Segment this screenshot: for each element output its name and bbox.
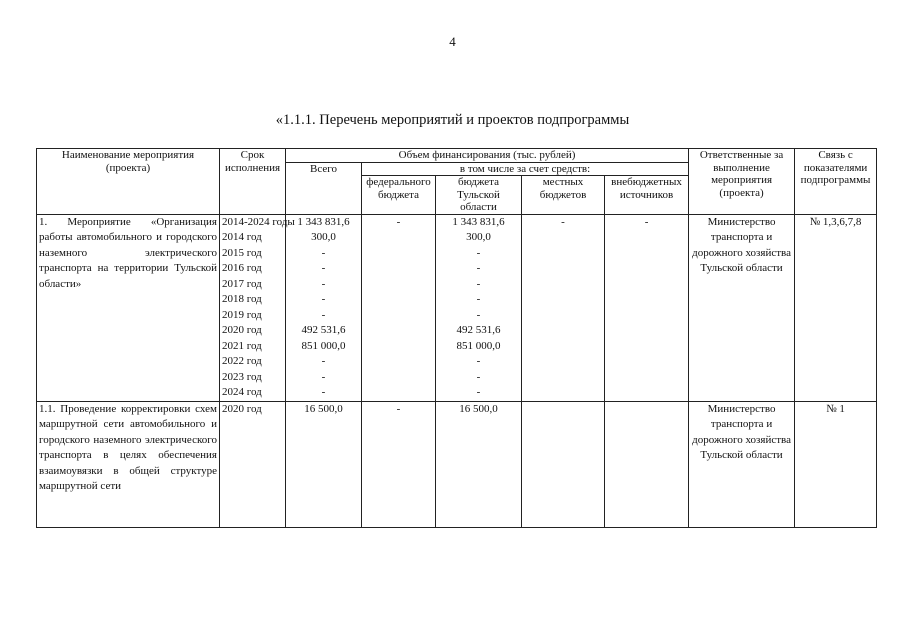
total-cell: 300,0 (311, 231, 336, 243)
activities-table (36, 148, 877, 528)
total-cell: 1 343 831,6 (297, 215, 350, 228)
row-period: 2020 год (220, 401, 286, 527)
regional-cell: - (476, 293, 481, 305)
total-cell: - (321, 386, 326, 398)
header-name: Наименование мероприятия (проекта) (37, 149, 220, 215)
total-cell: - (321, 308, 326, 321)
total-cell: - (321, 262, 326, 274)
header-total: Всего (286, 162, 362, 214)
period-cell: 2021 год (222, 339, 262, 352)
period-cell: 2014 год (222, 231, 262, 243)
period-cell: 2016 год (222, 262, 262, 274)
period-cell: 2015 год (222, 246, 262, 259)
regional-cell: - (476, 262, 481, 274)
regional-cell: 1 343 831,6 (452, 215, 505, 228)
row-regional: 16 500,0 (436, 401, 522, 527)
row-extra (605, 401, 689, 527)
row-extra: - (605, 214, 689, 401)
period-cell: 2022 год (222, 355, 262, 367)
row-responsible: Министерство транспорта и дорожного хозяйства Тульской области (689, 214, 795, 401)
row-link: № 1 (795, 401, 877, 527)
row-total: 16 500,0 (286, 401, 362, 527)
row-periods (220, 214, 295, 401)
row-federal: - (362, 401, 436, 527)
regional-cell: - (476, 370, 481, 383)
total-cell: - (321, 277, 326, 290)
row-responsible: Министерство транспорта и дорожного хозяйства Тульской области (689, 401, 795, 527)
total-cell: - (321, 370, 326, 383)
row-link: № 1,3,6,7,8 (795, 214, 877, 401)
header-row-1 (37, 149, 877, 163)
row-name: 1.1. Проведение корректировки схем маршрутной сети автомобильного и городского наземного электрического транспорта в целях обеспечения взаимоувязки в общей структуре маршрутной сети (37, 401, 220, 527)
header-funding: Объем финансирования (тыс. рублей) (286, 149, 689, 163)
regional-cell: - (476, 308, 481, 321)
total-cell: - (321, 293, 326, 305)
row-name: 1. Мероприятие «Организация работы автомобильного и городского наземного электрического транспорта на территории Тульской области» (37, 214, 220, 401)
regional-cell: - (476, 277, 481, 290)
row-local (522, 401, 605, 527)
row-regional (436, 214, 522, 401)
header-regional: бюджета Тульской области (436, 176, 522, 215)
table-row (37, 214, 877, 401)
table-row (37, 401, 877, 527)
header-responsible: Ответственные за выполнение мероприятия (проекта) (689, 149, 795, 215)
row-totals (286, 214, 362, 401)
total-cell: - (321, 246, 326, 259)
period-cell: 2024 год (222, 386, 262, 398)
header-including: в том числе за счет средств: (362, 162, 689, 176)
row-local: - (522, 214, 605, 401)
page-heading: «1.1.1. Перечень мероприятий и проектов подпрограммы (275, 112, 630, 128)
total-cell: 492 531,6 (301, 324, 346, 336)
period-cell: 2019 год (222, 308, 262, 321)
header-link: Связь с показателями подпрограммы (795, 149, 877, 215)
header-federal: федерального бюджета (362, 176, 436, 215)
period-cell: 2023 год (222, 370, 262, 383)
period-cell: 2014-2024 годы (222, 215, 295, 228)
header-local: местных бюджетов (522, 176, 605, 215)
header-extra: внебюджетных источников (605, 176, 689, 215)
total-cell: 851 000,0 (301, 339, 346, 352)
regional-cell: - (476, 246, 481, 259)
page-number: 4 (449, 34, 456, 49)
regional-cell: - (476, 386, 481, 398)
period-cell: 2020 год (222, 324, 262, 336)
row-federal: - (362, 214, 436, 401)
regional-cell: - (476, 355, 481, 367)
header-period: Срок исполнения (220, 149, 286, 215)
regional-cell: 300,0 (466, 231, 491, 243)
regional-cell: 851 000,0 (456, 339, 501, 352)
period-cell: 2018 год (222, 293, 262, 305)
regional-cell: 492 531,6 (456, 324, 501, 336)
total-cell: - (321, 355, 326, 367)
period-cell: 2017 год (222, 277, 262, 290)
